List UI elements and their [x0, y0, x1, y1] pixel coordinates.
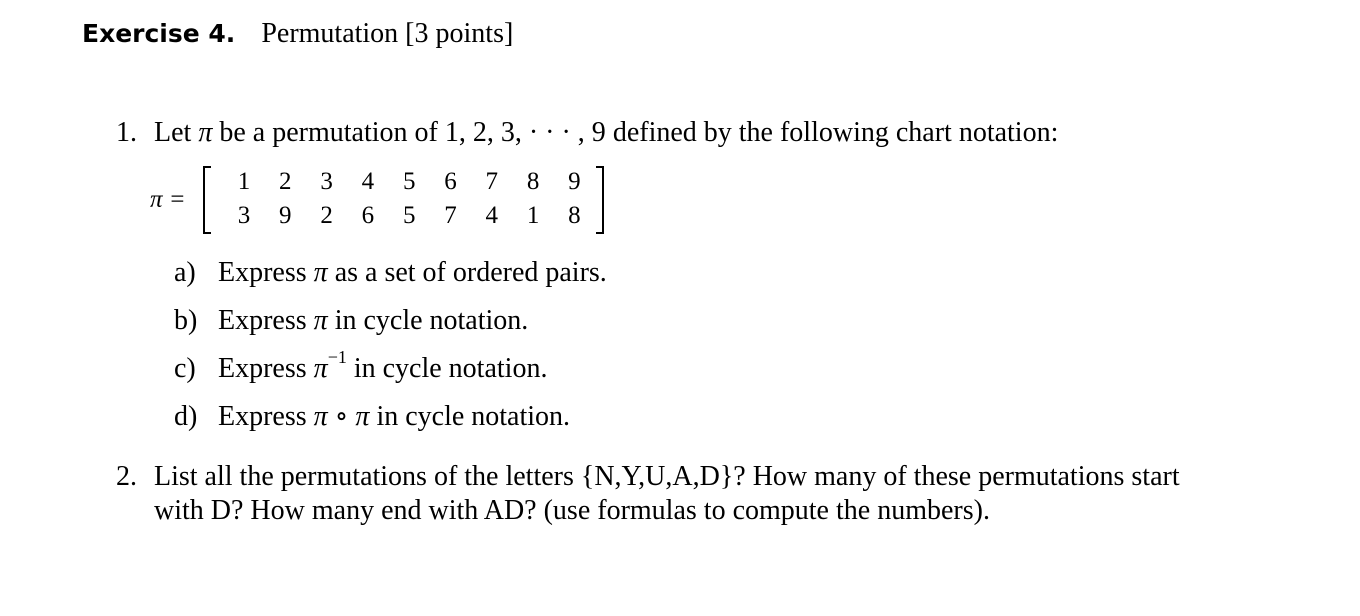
- chart-top-cell: 5: [402, 168, 416, 195]
- q1-intro-mid: be a permutation of: [219, 117, 438, 148]
- chart-bottom-cell: 1: [526, 202, 540, 229]
- question-1-intro: [116, 116, 1058, 150]
- chart-top-cell: 9: [568, 168, 581, 195]
- exercise-label: Exercise 4.: [82, 19, 236, 48]
- exercise-title: Permutation [3 points]: [261, 18, 514, 49]
- q1c-after: in cycle notation.: [353, 353, 548, 384]
- chart-bottom-row: [150, 202, 620, 232]
- question-2-number: 2.: [116, 461, 137, 492]
- chart-bottom-cell: 2: [320, 202, 333, 229]
- q1-range: 1, 2, 3, · · · , 9: [444, 117, 606, 148]
- question-1-number: 1.: [116, 117, 137, 148]
- question-1a: [174, 256, 607, 290]
- q1c-symbol: π: [313, 353, 328, 384]
- q1-pi-symbol: π: [198, 117, 213, 148]
- q1a-before: Express: [218, 257, 307, 288]
- q1a-after: as a set of ordered pairs.: [334, 257, 607, 288]
- q1b-after: in cycle notation.: [334, 305, 529, 336]
- chart-bottom-cell: 4: [485, 202, 499, 229]
- chart-lhs: π =: [150, 186, 186, 213]
- question-1d: [174, 400, 570, 434]
- chart-top-cell: 8: [526, 168, 540, 195]
- chart-bottom-cell: 3: [237, 202, 251, 229]
- chart-top-cell: 3: [320, 168, 333, 195]
- q1b-before: Express: [218, 305, 307, 336]
- q1a-label: a): [174, 257, 196, 288]
- q1d-label: d): [174, 401, 198, 432]
- question-2: [116, 460, 1180, 528]
- chart-bottom-cell: 7: [444, 202, 457, 229]
- chart-top-cell: 2: [279, 168, 292, 195]
- q1d-symbol: π ∘ π: [313, 401, 370, 432]
- chart-bottom-cell: 5: [402, 202, 416, 229]
- chart-top-row: [150, 168, 620, 198]
- question-1b: [174, 304, 528, 338]
- chart-bottom-cell: 6: [361, 202, 375, 229]
- q1b-symbol: π: [313, 305, 328, 336]
- chart-top-cell: 4: [361, 168, 375, 195]
- q1-intro-before: Let: [154, 117, 192, 148]
- q1c-before: Express: [218, 353, 307, 384]
- exercise-heading: [82, 16, 513, 52]
- q1c-inverse-superscript: −1: [327, 347, 347, 367]
- chart-bottom-cell: 9: [279, 202, 292, 229]
- q2-line-1: List all the permutations of the letters {N,Y,U,A,D}? How many of these permutations start: [154, 461, 1180, 492]
- question-1c: [174, 347, 548, 386]
- q1c-label: c): [174, 353, 196, 384]
- q2-line-2: with D? How many end with AD? (use formulas to compute the numbers).: [154, 495, 990, 526]
- q1-intro-after: defined by the following chart notation:: [612, 117, 1059, 148]
- q1d-before: Express: [218, 401, 307, 432]
- chart-top-cell: 6: [444, 168, 457, 195]
- chart-bottom-cell: 8: [568, 202, 581, 229]
- q1a-symbol: π: [313, 257, 328, 288]
- chart-top-cell: 7: [485, 168, 499, 195]
- chart-top-cell: 1: [237, 168, 251, 195]
- q1d-after: in cycle notation.: [376, 401, 571, 432]
- q1b-label: b): [174, 305, 198, 336]
